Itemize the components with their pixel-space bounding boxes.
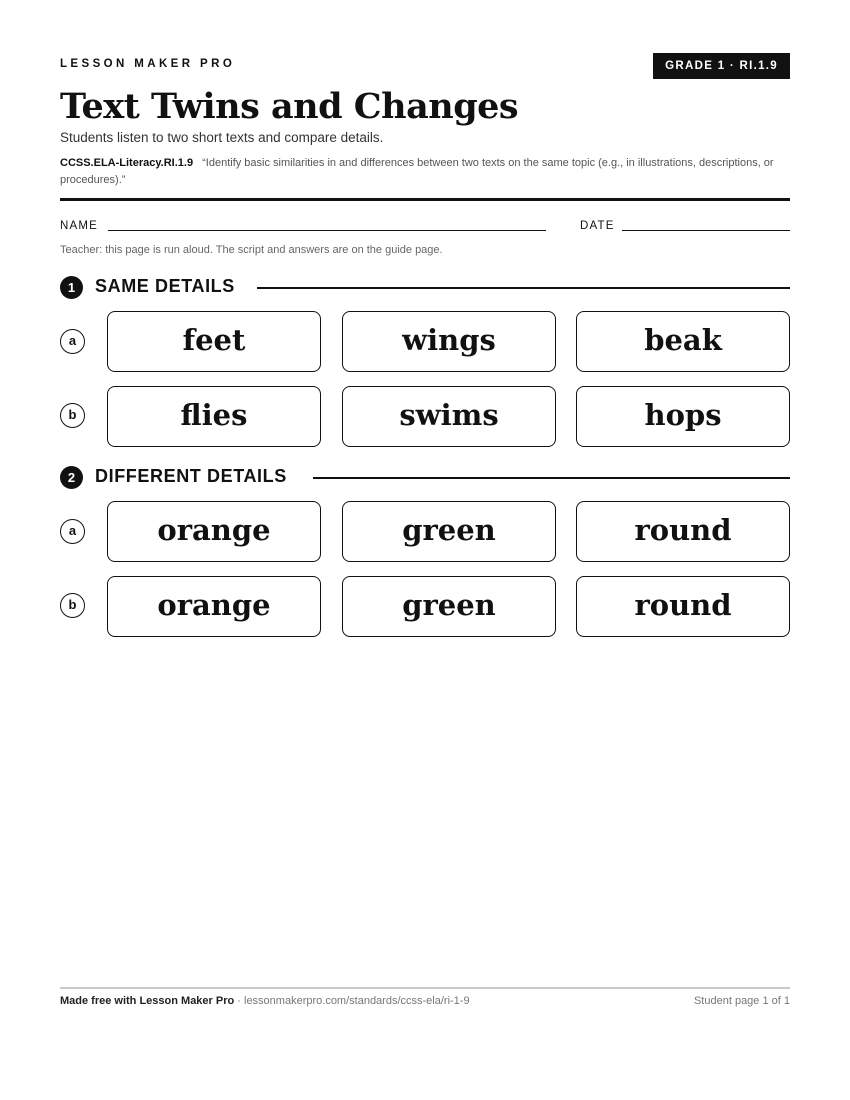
- word-card[interactable]: orange: [107, 501, 321, 562]
- footer-made-with: Made free with Lesson Maker Pro: [60, 995, 235, 1007]
- standard-code: CCSS.ELA-Literacy.RI.1.9: [60, 157, 194, 169]
- word-card[interactable]: hops: [576, 386, 790, 447]
- word-card[interactable]: round: [576, 501, 790, 562]
- section-title: DIFFERENT DETAILS: [95, 466, 287, 486]
- worksheet-page: [60, 0, 790, 1100]
- grade-badge: GRADE 1 · RI.1.9: [653, 53, 790, 79]
- section-divider: [257, 287, 790, 289]
- standard-description: [60, 155, 790, 189]
- name-field[interactable]: [108, 230, 546, 231]
- word-card[interactable]: beak: [576, 311, 790, 372]
- section-number-badge: 2: [60, 466, 83, 489]
- standard-text: “Identify basic similarities in and differences between two texts on the same topic (e.g., in illustrations, descriptions, or procedures).”: [60, 157, 774, 186]
- row-letter-badge: a: [60, 519, 85, 544]
- header-divider: [60, 198, 790, 201]
- section-divider: [313, 477, 790, 479]
- page-title: Text Twins and Changes: [60, 86, 519, 127]
- word-card[interactable]: wings: [342, 311, 556, 372]
- row-letter-badge: a: [60, 329, 85, 354]
- word-card[interactable]: green: [342, 576, 556, 637]
- footer-separator: ·: [234, 995, 244, 1007]
- word-card[interactable]: swims: [342, 386, 556, 447]
- date-field[interactable]: [622, 230, 790, 231]
- word-card[interactable]: round: [576, 576, 790, 637]
- footer-divider: [60, 987, 790, 989]
- footer-url-link[interactable]: lessonmakerpro.com/standards/ccss-ela/ri-1-9: [244, 995, 470, 1007]
- page-subtitle: Students listen to two short texts and compare details.: [60, 130, 384, 145]
- word-card[interactable]: green: [342, 501, 556, 562]
- section-same-details: [60, 275, 790, 299]
- teacher-note: Teacher: this page is run aloud. The script and answers are on the guide page.: [60, 244, 443, 256]
- row-letter-badge: b: [60, 403, 85, 428]
- name-label: NAME: [60, 220, 99, 232]
- footer-page-label: Student page 1 of 1: [693, 995, 790, 1007]
- word-card[interactable]: orange: [107, 576, 321, 637]
- brand-name: LESSON MAKER PRO: [60, 58, 236, 70]
- section-title: SAME DETAILS: [95, 276, 235, 296]
- date-label: DATE: [580, 220, 615, 232]
- section-different-details: [60, 465, 790, 489]
- word-card[interactable]: feet: [107, 311, 321, 372]
- section-number-badge: 1: [60, 276, 83, 299]
- footer-credit: [60, 995, 470, 1007]
- word-card[interactable]: flies: [107, 386, 321, 447]
- row-letter-badge: b: [60, 593, 85, 618]
